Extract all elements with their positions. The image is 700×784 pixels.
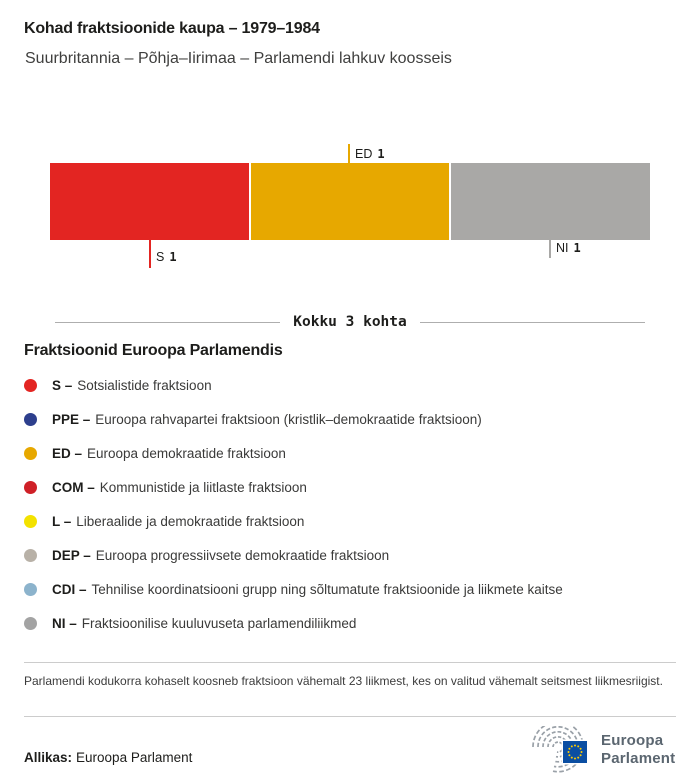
bar-segment-ni[interactable]: [451, 163, 650, 240]
legend-heading: Fraktsioonid Euroopa Parlamendis: [24, 342, 283, 359]
source-label: Allikas:: [24, 750, 73, 765]
legend-item-ppe: PPE – Euroopa rahvapartei fraktsioon (kristlik–demokraatide fraktsioon): [24, 402, 684, 436]
source-value: Euroopa Parlament: [76, 750, 193, 765]
legend-dot-dep: [24, 549, 37, 562]
bar-segment-ed[interactable]: [251, 163, 450, 240]
legend-item-l: L – Liberaalide ja demokraatide fraktsioon: [24, 504, 684, 538]
legend-item-s: S – Sotsialistide fraktsioon: [24, 368, 684, 402]
legend-item-ni: NI – Fraktsioonilise kuuluvuseta parlamendiliikmed: [24, 606, 684, 640]
seat-bar: [50, 163, 650, 240]
legend-item-dep: DEP – Euroopa progressiivsete demokraatide fraktsioon: [24, 538, 684, 572]
callout-tick-ed: [348, 144, 350, 163]
divider-line-left: [55, 322, 280, 323]
eu-flag-icon: [563, 741, 587, 763]
legend-dot-ni: [24, 617, 37, 630]
ep-logo-text: Euroopa Parlament: [601, 732, 676, 767]
legend-dot-ed: [24, 447, 37, 460]
callout-label-ed: ED 1: [355, 147, 385, 161]
bar-segment-s[interactable]: [50, 163, 249, 240]
legend-dot-l: [24, 515, 37, 528]
ep-hemicycle-icon: [528, 726, 592, 774]
footnote-text: Parlamendi kodukorra kohaselt koosneb fraktsioon vähemalt 23 liikmest, kes on valitud vähemalt seitsmest liikmesriigist.: [24, 674, 663, 688]
callout-label-s: S 1: [156, 250, 177, 264]
legend-dot-ppe: [24, 413, 37, 426]
divider-line-right: [420, 322, 645, 323]
source-line: [24, 750, 192, 765]
total-seats-divider: [55, 311, 645, 333]
callout-tick-s: [149, 240, 151, 268]
legend-item-ed: ED – Euroopa demokraatide fraktsioon: [24, 436, 684, 470]
callout-label-ni: NI 1: [556, 241, 581, 255]
total-seats-label: Kokku 3 kohta: [293, 314, 407, 330]
callout-tick-ni: [549, 240, 551, 258]
legend-dot-cdi: [24, 583, 37, 596]
legend-dot-com: [24, 481, 37, 494]
legend-item-com: COM – Kommunistide ja liitlaste fraktsioon: [24, 470, 684, 504]
ep-logo: [528, 726, 675, 774]
page-title: Kohad fraktsioonide kaupa – 1979–1984: [24, 20, 320, 37]
page-subtitle: Suurbritannia – Põhja–Iirimaa – Parlamendi lahkuv koosseis: [25, 50, 452, 67]
legend-item-cdi: CDI – Tehnilise koordinatsiooni grupp ning sõltumatute fraktsioonide ja liikmete kaitse: [24, 572, 684, 606]
bottom-divider: [24, 716, 676, 717]
legend-dot-s: [24, 379, 37, 392]
footnote-divider: [24, 662, 676, 663]
legend: [24, 368, 684, 640]
